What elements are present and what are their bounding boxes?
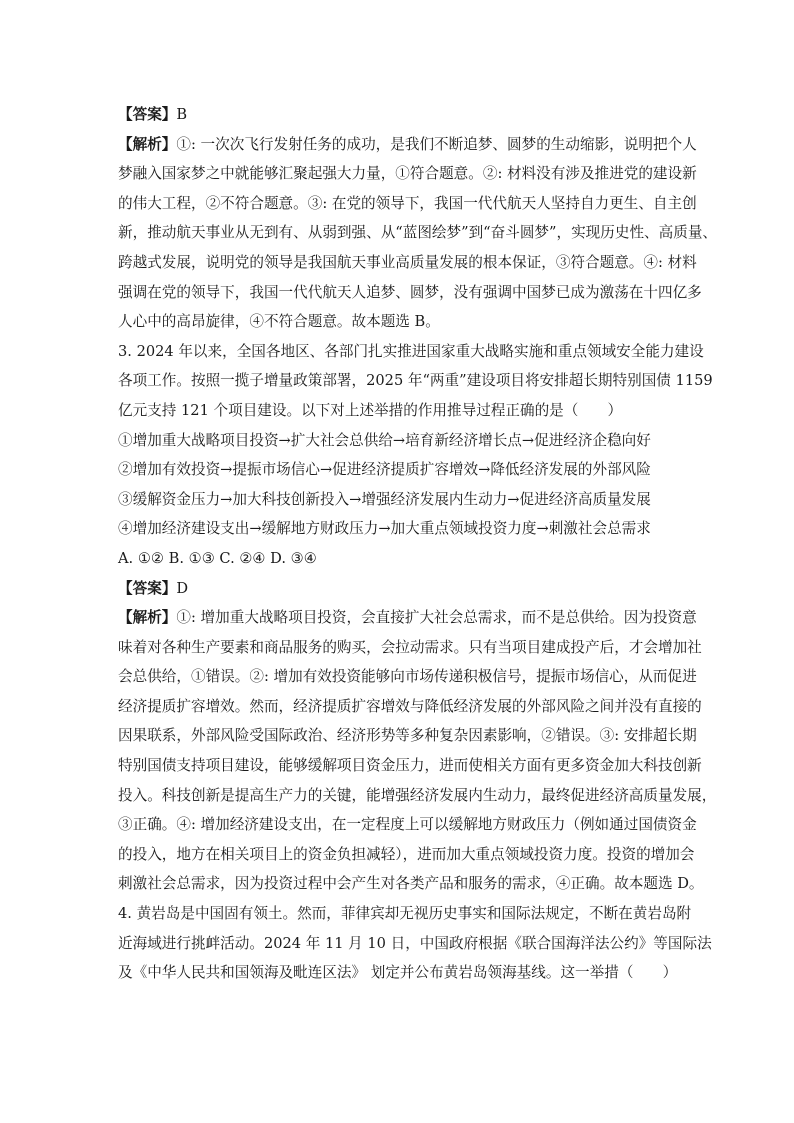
- analysis-line: 因果联系，外部风险受国际政治、经济形势等多种复杂因素影响，②错误。③: 安排超长期: [118, 727, 697, 745]
- question-item: ④增加经济建设支出→缓解地方财政压力→加大重点领域投资力度→刺激社会总需求: [118, 520, 651, 538]
- analysis-line: 【解析】①: 增加重大战略项目投资，会直接扩大社会总需求，而不是总供给。因为投资意: [118, 609, 697, 627]
- analysis-line: 人心中的高昂旋律，④不符合题意。故本题选 B。: [118, 313, 440, 331]
- q3-items: [118, 426, 678, 544]
- question-line: 亿元支持 121 个项目建设。以下对上述举措的作用推导过程正确的是（ ）: [118, 401, 623, 419]
- analysis-line: 投入。科技创新是提高生产力的关键，能增强经济发展内生动力，最终促进经济高质量发展，: [118, 786, 717, 804]
- q2-answer: [118, 100, 678, 130]
- analysis-line: 的投入，地方在相关项目上的资金负担减轻），进而加大重点领域投资力度。投资的增加会: [118, 845, 695, 863]
- question-line: 3. 2024 年以来，全国各地区、各部门扎实推进国家重大战略实施和重点领域安全能力建设: [118, 342, 704, 360]
- answer-value: D: [176, 579, 189, 597]
- q3-analysis: [118, 603, 717, 899]
- analysis-line: 梦融入国家梦之中就能够汇聚起强大力量，①符合题意。②: 材料没有涉及推进党的建设新: [118, 165, 697, 183]
- analysis-line: 会总供给，①错误。②: 增加有效投资能够向市场传递积极信号，提振市场信心，从而促进: [118, 668, 697, 686]
- question-item: ③缓解资金压力→加大科技创新投入→增强经济发展内生动力→促进经济高质量发展: [118, 490, 651, 508]
- question-line: 各项工作。按照一揽子增量政策部署，2025 年“两重”建设项目将安排超长期特别国债 1159: [118, 372, 713, 390]
- analysis-label: 【解析】: [118, 135, 177, 153]
- question-line: 近海域进行挑衅活动。2024 年 11 月 10 日，中国政府根据《联合国海洋法公约》等国际法: [118, 934, 712, 952]
- analysis-line: 强调在党的领导下，我国一代代航天人追梦、圆梦，没有强调中国梦已成为激荡在十四亿多: [118, 283, 702, 301]
- answer-label: 【答案】: [118, 579, 177, 597]
- document-page: [118, 100, 718, 988]
- question-item: ②增加有效投资→提振市场信心→促进经济提质扩容增效→降低经济发展的外部风险: [118, 461, 651, 479]
- q3-options: A. ①② B. ①③ C. ②④ D. ③④: [118, 549, 317, 567]
- question-line: 及《中华人民共和国领海及毗连区法》 划定并公布黄岩岛领海基线。这一举措（ ）: [118, 964, 678, 982]
- analysis-line: 味着对各种生产要素和商品服务的购买，会拉动需求。只有当项目建成投产后，才会增加社: [118, 638, 702, 656]
- analysis-line: 特别国债支持项目建设，能够缓解项目资金压力，进而使相关方面有更多资金加大科技创新: [118, 757, 702, 775]
- answer-value: B: [176, 106, 188, 123]
- analysis-line: 刺激社会总需求，因为投资过程中会产生对各类产品和服务的需求，④正确。故本题选 D。: [118, 875, 704, 893]
- analysis-line: 经济提质扩容增效。然而，经济提质扩容增效与降低经济发展的外部风险之间并没有直接的: [118, 697, 702, 715]
- analysis-line: ③正确。④: 增加经济建设支出，在一定程度上可以缓解地方财政压力（例如通过国债资金: [118, 816, 697, 834]
- analysis-line: 跨越式发展，说明党的领导是我国航天事业高质量发展的根本保证，③符合题意。④: 材料: [118, 253, 697, 271]
- question-line: 4. 黄岩岛是中国固有领土。然而，菲律宾却无视历史事实和国际法规定，不断在黄岩岛附: [118, 905, 692, 923]
- question-item: ①增加重大战略项目投资→扩大社会总供给→培育新经济增长点→促进经济企稳向好: [118, 431, 651, 449]
- q2-analysis: [118, 130, 718, 337]
- analysis-line: 新，推动航天事业从无到有、从弱到强、从“蓝图绘梦”到“奋斗圆梦”，实现历史性、高质量、: [118, 224, 718, 242]
- answer-label: 【答案】: [118, 106, 177, 123]
- q3-answer: [118, 574, 678, 604]
- q3-stem: [118, 337, 713, 426]
- analysis-line: 的伟大工程，②不符合题意。③: 在党的领导下，我国一代代航天人坚持自力更生、自主创: [118, 194, 697, 212]
- analysis-line: 【解析】①: 一次次飞行发射任务的成功，是我们不断追梦、圆梦的生动缩影，说明把个人: [118, 135, 697, 153]
- analysis-label: 【解析】: [118, 609, 177, 627]
- q4-stem: [118, 899, 712, 988]
